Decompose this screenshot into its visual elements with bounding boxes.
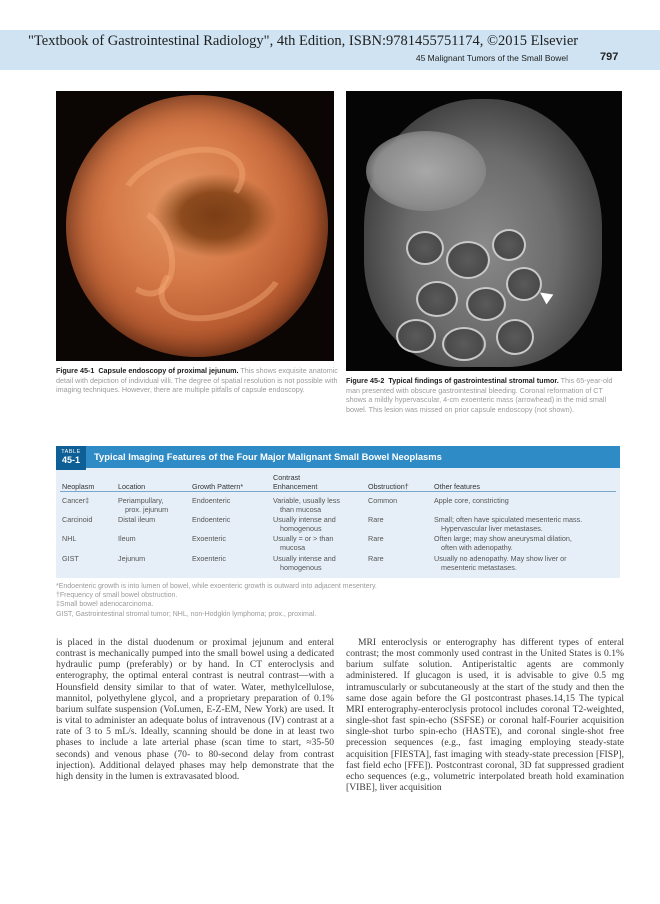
- chapter-running-head: 45 Malignant Tumors of the Small Bowel: [415, 53, 568, 63]
- bowel-loop: [416, 281, 458, 317]
- page-number: 797: [600, 51, 619, 63]
- cell-line: homogenous: [280, 524, 322, 533]
- table-badge: [56, 446, 86, 470]
- column-header-line: Contrast: [273, 473, 301, 482]
- table-cell: Exoenteric: [192, 554, 226, 563]
- bowel-loop: [446, 241, 490, 279]
- table-cell: [273, 554, 336, 572]
- table-cell: Exoenteric: [192, 534, 226, 543]
- cell-line: homogenous: [280, 563, 322, 572]
- column-header: Location: [118, 482, 146, 491]
- table-cell: Rare: [368, 554, 384, 563]
- bowel-loop: [496, 319, 534, 355]
- table-cell: Carcinoid: [62, 515, 93, 524]
- bowel-loop: [492, 229, 526, 261]
- body-column-right: [346, 637, 624, 793]
- table-cell: Jejunum: [118, 554, 146, 563]
- table-cell: [273, 515, 336, 533]
- table-cell: Ileum: [118, 534, 136, 543]
- bowel-loop: [442, 327, 486, 361]
- bowel-loop: [406, 231, 444, 265]
- cell-line: Usually = or > than: [273, 534, 334, 543]
- column-header: Neoplasm: [62, 482, 95, 491]
- cell-line: Usually no adenopathy. May show liver or: [434, 554, 567, 563]
- table-footnotes: [56, 582, 620, 619]
- cell-line: Small; often have spiculated mesenteric mass.: [434, 515, 583, 524]
- cell-line: Variable, usually less: [273, 496, 340, 505]
- cell-line: prox. jejunum: [125, 505, 169, 514]
- table-cell: Common: [368, 496, 398, 505]
- figure-label: Figure 45-2: [346, 376, 385, 385]
- table-cell: Rare: [368, 534, 384, 543]
- cell-line: Often large; may show aneurysmal dilation,: [434, 534, 572, 543]
- column-header-line: Enhancement: [273, 482, 318, 491]
- footnote: †Frequency of small bowel obstruction.: [56, 592, 178, 600]
- column-header: Other features: [434, 482, 480, 491]
- bowel-loop: [466, 287, 506, 321]
- column-header: Growth Pattern*: [192, 482, 244, 491]
- table-cell: Apple core, constricting: [434, 496, 509, 505]
- table-cell: Rare: [368, 515, 384, 524]
- table-cell: [273, 534, 333, 552]
- book-title: "Textbook of Gastrointestinal Radiology", 4th Edition, ISBN:9781455751174, ©2015 Elsevier: [28, 33, 579, 49]
- figure-45-1-caption: [56, 366, 338, 395]
- table-45-1: [56, 446, 620, 578]
- ct-coronal-image: [346, 91, 622, 371]
- paragraph: MRI enteroclysis or enterography has different types of enteral contrast; the most commonly used contrast in the United States is 0.1% barium sulfate solution. Antiperistaltic agents are commonly administered. If glucagon is used, it is advisable to give 0.5 mg intramuscularly or subcutaneously at the start of the study and then the same dose again before the GI postcontrast phases.14,15 The typical MRI enterography-enteroclysis protocol includes coronal T2-weighted, single-shot fast spin-echo (SSFSE) or coronal half-Fourier acquisition single-shot turbo spin-echo (HASTE), and coronal single-shot free precession sequences (e.g., fast imaging employing steady-state acquisition [FIESTA], fast imaging with steady-state precession [FISP], fast field echo [FFE]). Postcontrast coronal, 3D fat suppressed gradient echo sequences (e.g., volumetric interpolated breath hold examination [VIBE], liver acquisition: [346, 637, 624, 794]
- bowel-loop: [396, 319, 436, 353]
- footnote: GIST, Gastrointestinal stromal tumor; NHL, non-Hodgkin lymphoma; prox., proximal.: [56, 610, 317, 618]
- table-cell: Endoenteric: [192, 496, 231, 505]
- column-header: [273, 473, 317, 491]
- cell-line: often with adenopathy.: [441, 543, 513, 552]
- table-cell: Cancer‡: [62, 496, 90, 505]
- cell-line: Usually intense and: [273, 515, 336, 524]
- figure-title: Typical findings of gastrointestinal stromal tumor.: [388, 376, 559, 385]
- column-header: Obstruction†: [368, 482, 409, 491]
- footnote: ‡Small bowel adenocarcinoma.: [56, 601, 154, 609]
- footnote: *Endoenteric growth is into lumen of bowel, while exoenteric growth is outward into adjacent mesentery.: [56, 583, 377, 590]
- table-title: Typical Imaging Features of the Four Major Malignant Small Bowel Neoplasms: [94, 451, 442, 462]
- cell-line: mucosa: [280, 543, 306, 552]
- figure-text: This 65-year-old man presented with obscure gastrointestinal bleeding. Coronal reformation of CT shows a mildly hypervascular, 4-cm exoenteric mass (arrowhead) in the mid small bowel. This lesion was missed on prior capsule endoscopy (not shown).: [346, 376, 613, 414]
- cell-line: than mucosa: [280, 505, 322, 514]
- table-cell: [434, 534, 572, 552]
- figure-text: This shows exquisite anatomic detail with depiction of individual villi. The degree of spatial resolution is not possible with imaging techniques. However, there are multiple pitfalls of capsule endoscopy.: [56, 366, 338, 395]
- cell-line: Periampullary,: [118, 496, 164, 505]
- table-cell: [118, 496, 168, 514]
- table-cell: NHL: [62, 534, 77, 543]
- table-badge-word: TABLE: [61, 449, 81, 455]
- table-cell: GIST: [62, 554, 79, 563]
- table-badge-number: 45-1: [61, 455, 80, 465]
- table-cell: [434, 515, 582, 533]
- liver-region: [366, 131, 486, 211]
- paragraph: is placed in the distal duodenum or proximal jejunum and enteral contrast is mechanically pumped into the small bowel using a dedicated hydraulic pump (preferably) or by hand. In CT enteroclysis and enterography, the optimal enteral contrast is neutral contrast—with a Hounsfield density similar to that of water. Water, methylcellulose, mannitol, polyethylene glycol, and a proprietary preparation of 0.1% barium sulfate suspension (VoLumen, E-Z-EM, New York) are used. It is vital to administer an adequate bolus of intravenous (IV) contrast at a rate of 3 to 5 mL/s. Ideally, scanning should be done in at least two phases to include a late arterial phase (scan time to start, ≈35-50 seconds) and venous phase (70- to 80-second delay from contrast injection). Additional delayed phases may help demonstrate that the high density in the lumen is extravasated blood.: [56, 637, 334, 782]
- cell-line: Usually intense and: [273, 554, 336, 563]
- figure-title: Capsule endoscopy of proximal jejunum.: [98, 366, 239, 375]
- body-column-left: [56, 637, 334, 782]
- table-cell: [434, 554, 567, 572]
- table-cell: Distal ileum: [118, 515, 156, 524]
- capsule-endoscopy-image: [56, 91, 334, 361]
- table-cell: Endoenteric: [192, 515, 231, 524]
- cell-line: mesenteric metastases.: [441, 563, 517, 572]
- table-cell: [273, 496, 340, 514]
- cell-line: Hypervascular liver metastases.: [441, 524, 543, 533]
- figure-45-2-caption: [346, 376, 622, 414]
- figure-label: Figure 45-1: [56, 366, 95, 375]
- header-rule: [60, 491, 616, 492]
